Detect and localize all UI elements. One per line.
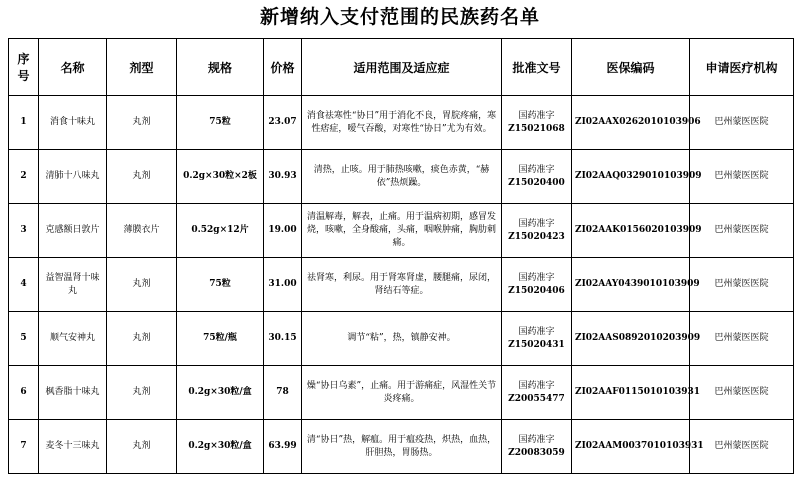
dosage-form: 丸剂 xyxy=(107,150,177,204)
price: 30.93 xyxy=(264,150,302,204)
dosage-form: 丸剂 xyxy=(107,366,177,420)
applying-institution: 巴州蒙医医院 xyxy=(690,258,794,312)
approval-code: Z15020400 xyxy=(508,177,565,188)
dosage-form: 丸剂 xyxy=(107,96,177,150)
row-no: 6 xyxy=(9,366,39,420)
row-no: 4 xyxy=(9,258,39,312)
col-header-scope: 适用范围及适应症 xyxy=(302,39,502,96)
specification: 75粒 xyxy=(177,96,264,150)
approval-number xyxy=(502,312,572,366)
table-row xyxy=(9,420,794,474)
price: 19.00 xyxy=(264,204,302,258)
approval-label: 国药准字 xyxy=(518,218,555,229)
insurance-code: ZI02AAM0037010103931 xyxy=(572,420,690,474)
specification: 0.2g×30粒/盒 xyxy=(177,420,264,474)
price: 30.15 xyxy=(264,312,302,366)
approval-code: Z20055477 xyxy=(508,393,565,404)
header-row xyxy=(9,39,794,96)
applying-institution: 巴州蒙医医院 xyxy=(690,366,794,420)
drug-name: 克感额日敦片 xyxy=(39,204,107,258)
applying-institution: 巴州蒙医医院 xyxy=(690,96,794,150)
col-header-form: 剂型 xyxy=(107,39,177,96)
table-row xyxy=(9,96,794,150)
indications: 消食祛寒性“协日”用于消化不良，胃脘疼痛，寒性痞症，嗳气吞酸，对寒性“协日”尤为有效。 xyxy=(302,96,502,150)
approval-label: 国药准字 xyxy=(518,434,555,445)
indications: 清热，止咳。用于肺热咳嗽，痰色赤黄，“赫依”热烦躁。 xyxy=(302,150,502,204)
table-row xyxy=(9,204,794,258)
row-no: 7 xyxy=(9,420,39,474)
indications: 燥“协日乌素”，止痛。用于游痛症，风湿性关节炎疼痛。 xyxy=(302,366,502,420)
col-header-name: 名称 xyxy=(39,39,107,96)
drug-list-table xyxy=(8,38,794,474)
col-header-approval: 批准文号 xyxy=(502,39,572,96)
drug-name: 益智温肾十味丸 xyxy=(39,258,107,312)
approval-code: Z20083059 xyxy=(508,447,565,458)
row-no: 2 xyxy=(9,150,39,204)
applying-institution: 巴州蒙医医院 xyxy=(690,420,794,474)
col-header-code: 医保编码 xyxy=(572,39,690,96)
table-row xyxy=(9,258,794,312)
approval-label: 国药准字 xyxy=(518,380,555,391)
drug-name: 清肺十八味丸 xyxy=(39,150,107,204)
approval-code: Z15020406 xyxy=(508,285,565,296)
row-no: 1 xyxy=(9,96,39,150)
drug-name: 麦冬十三味丸 xyxy=(39,420,107,474)
applying-institution: 巴州蒙医医院 xyxy=(690,204,794,258)
drug-name: 消食十味丸 xyxy=(39,96,107,150)
price: 63.99 xyxy=(264,420,302,474)
dosage-form: 丸剂 xyxy=(107,258,177,312)
approval-number xyxy=(502,150,572,204)
applying-institution: 巴州蒙医医院 xyxy=(690,312,794,366)
document-title: 新增纳入支付范围的民族药名单 xyxy=(259,6,540,28)
dosage-form: 丸剂 xyxy=(107,312,177,366)
dosage-form: 丸剂 xyxy=(107,420,177,474)
specification: 0.2g×30粒×2板 xyxy=(177,150,264,204)
approval-number xyxy=(502,96,572,150)
approval-code: Z15020423 xyxy=(508,231,565,242)
approval-label: 国药准字 xyxy=(518,326,555,337)
row-no: 5 xyxy=(9,312,39,366)
col-header-no: 序号 xyxy=(9,39,39,96)
indications: 清“协日”热，解瘟。用于瘟疫热，炽热，血热，肝胆热，胃肠热。 xyxy=(302,420,502,474)
drug-name: 枫香脂十味丸 xyxy=(39,366,107,420)
approval-label: 国药准字 xyxy=(518,110,555,121)
insurance-code: ZI02AAX0262010103906 xyxy=(572,96,690,150)
approval-number xyxy=(502,420,572,474)
approval-number xyxy=(502,258,572,312)
approval-code: Z15020431 xyxy=(508,339,565,350)
price: 23.07 xyxy=(264,96,302,150)
table-row xyxy=(9,366,794,420)
dosage-form: 薄膜衣片 xyxy=(107,204,177,258)
col-header-spec: 规格 xyxy=(177,39,264,96)
col-header-price: 价格 xyxy=(264,39,302,96)
price: 78 xyxy=(264,366,302,420)
approval-number xyxy=(502,366,572,420)
indications: 清温解毒，解表，止痛。用于温病初期，感冒发烧，咳嗽，全身酸痛，头痛，咽喉肿痛，胸肋刺痛。 xyxy=(302,204,502,258)
approval-code: Z15021068 xyxy=(508,123,565,134)
row-no: 3 xyxy=(9,204,39,258)
approval-label: 国药准字 xyxy=(518,272,555,283)
insurance-code: ZI02AAK0156020103909 xyxy=(572,204,690,258)
price: 31.00 xyxy=(264,258,302,312)
specification: 0.2g×30粒/盒 xyxy=(177,366,264,420)
indications: 调节“粘”，热，镇静安神。 xyxy=(302,312,502,366)
table-row xyxy=(9,150,794,204)
table-row xyxy=(9,312,794,366)
approval-label: 国药准字 xyxy=(518,164,555,175)
col-header-institution: 申请医疗机构 xyxy=(690,39,794,96)
specification: 75粒 xyxy=(177,258,264,312)
insurance-code: ZI02AAQ0329010103909 xyxy=(572,150,690,204)
insurance-code: ZI02AAY0439010103909 xyxy=(572,258,690,312)
approval-number xyxy=(502,204,572,258)
specification: 75粒/瓶 xyxy=(177,312,264,366)
drug-name: 顺气安神丸 xyxy=(39,312,107,366)
insurance-code: ZI02AAF0115010103931 xyxy=(572,366,690,420)
applying-institution: 巴州蒙医医院 xyxy=(690,150,794,204)
insurance-code: ZI02AAS0892010203909 xyxy=(572,312,690,366)
indications: 祛肾寒，利尿。用于肾寒肾虚，腰腿痛，尿闭，肾结石等症。 xyxy=(302,258,502,312)
specification: 0.52g×12片 xyxy=(177,204,264,258)
